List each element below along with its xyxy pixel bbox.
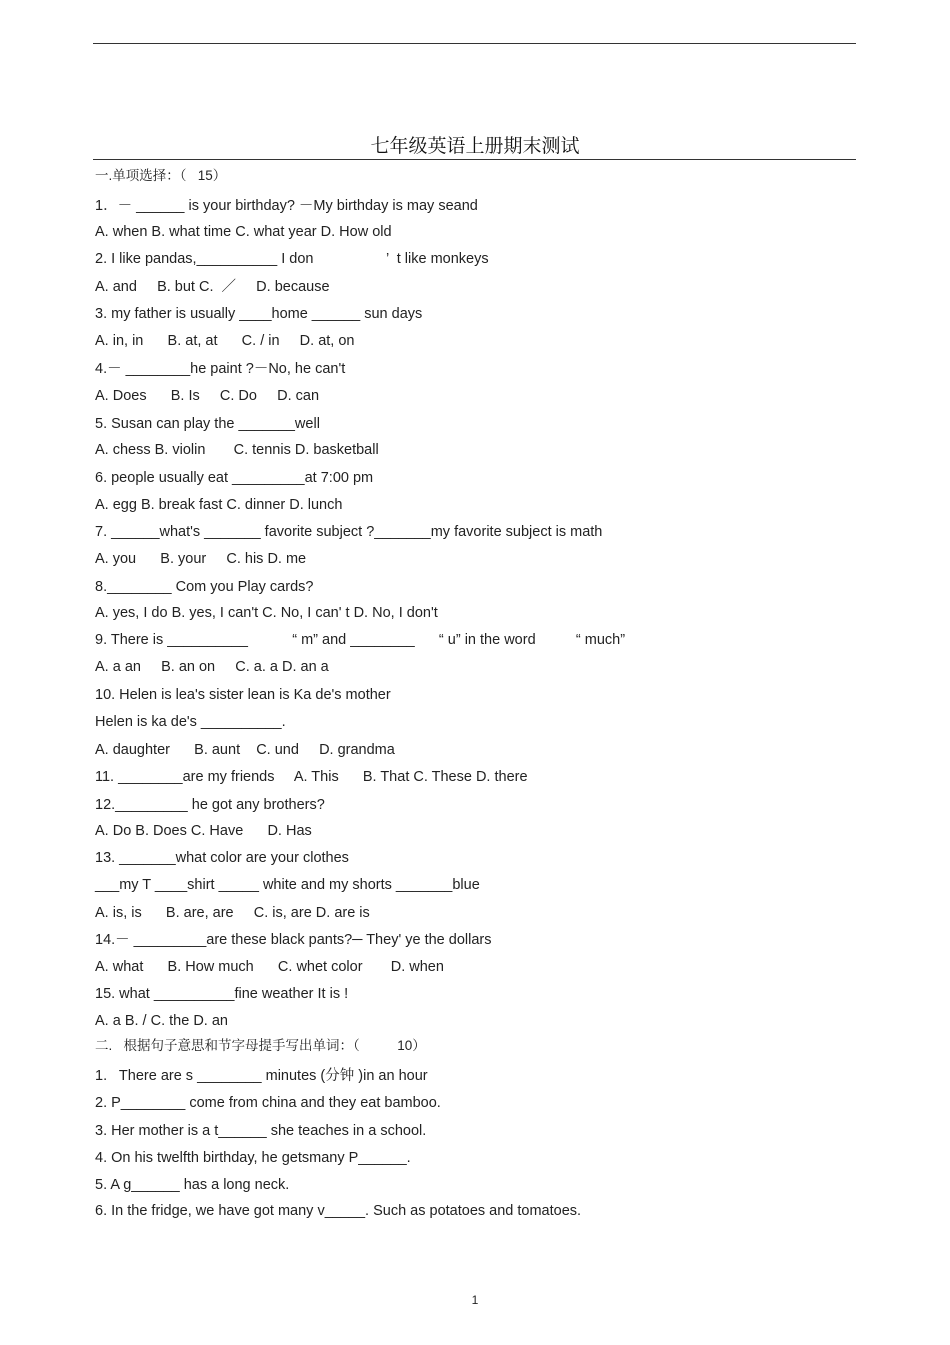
- question-line: 13. _______what color are your clothes: [95, 850, 349, 866]
- fill-in-line: 6. In the fridge, we have got many v_____. Such as potatoes and tomatoes.: [95, 1203, 582, 1219]
- question-line: 12._________ he got any brothers?: [95, 797, 325, 813]
- page-number: 1: [471, 1293, 479, 1307]
- option-line: A. a an B. an on C. a. a D. an a: [95, 659, 329, 675]
- question-line: Helen is ka de's __________.: [95, 714, 286, 730]
- option-line: A. what B. How much C. whet color D. when: [95, 959, 444, 975]
- page-title: 七年级英语上册期末测试: [370, 135, 580, 157]
- question-line: 6. people usually eat _________at 7:00 pm: [95, 470, 374, 486]
- option-line: A. is, is B. are, are C. is, are D. are is: [95, 905, 370, 921]
- option-line: A. egg B. break fast C. dinner D. lunch: [95, 497, 343, 513]
- question-line: 8.________ Com you Play cards?: [95, 579, 314, 595]
- question-line: 15. what __________fine weather It is !: [95, 986, 349, 1002]
- question-line: 2. I like pandas,__________ I don ’ t like monkeys: [95, 251, 489, 267]
- fill-in-line: 5. A g______ has a long neck.: [95, 1177, 290, 1193]
- title-rule: [93, 159, 856, 160]
- option-line: A. when B. what time C. what year D. How old: [95, 224, 392, 240]
- question-line: 3. my father is usually ____home ______ sun days: [95, 306, 423, 322]
- option-line: A. chess B. violin C. tennis D. basketball: [95, 442, 379, 458]
- question-line: 4.－ ________he paint ?－No, he can't: [95, 361, 346, 377]
- section-heading-1: 一.单项选择：（ 15）: [95, 168, 227, 183]
- option-line: A. a B. / C. the D. an: [95, 1013, 228, 1029]
- question-line: 11. ________are my friends A. This B. That C. These D. there: [95, 769, 528, 785]
- option-line: A. and B. but C. ／ D. because: [95, 279, 330, 295]
- option-line: A. you B. your C. his D. me: [95, 551, 307, 567]
- option-line: A. daughter B. aunt C. und D. grandma: [95, 742, 395, 758]
- fill-in-line: 3. Her mother is a t______ she teaches in a school.: [95, 1123, 427, 1139]
- fill-in-line: 4. On his twelfth birthday, he getsmany P______.: [95, 1150, 411, 1166]
- question-line: 1．－ ______ is your birthday? －My birthday is may seand: [95, 198, 478, 214]
- header-rule: [93, 43, 856, 44]
- question-line: 10. Helen is lea's sister lean is Ka de's mother: [95, 687, 391, 703]
- question-line: 7. ______what's _______ favorite subject ?_______my favorite subject is math: [95, 524, 603, 540]
- option-line: A. yes, I do B. yes, I can't C. No, I can' t D. No, I don't: [95, 605, 438, 621]
- question-line: ___my T ____shirt _____ white and my shorts _______blue: [95, 877, 480, 893]
- fill-in-line: 2. P________ come from china and they eat bamboo.: [95, 1095, 441, 1111]
- question-line: 14.－ _________are these black pants?─ They' ye the dollars: [95, 932, 492, 948]
- fill-in-line: 1. There are s ________ minutes (分钟 )in an hour: [95, 1068, 428, 1084]
- section-heading-2: 二. 根据句子意思和节字母提手写出单词：（ 10）: [95, 1038, 426, 1053]
- option-line: A. in, in B. at, at C. / in D. at, on: [95, 333, 355, 349]
- option-line: A. Do B. Does C. Have D. Has: [95, 823, 312, 839]
- question-line: 9. There is __________ “ m” and ________ “ u” in the word “ much”: [95, 632, 626, 648]
- question-line: 5. Susan can play the _______well: [95, 416, 320, 432]
- option-line: A. Does B. Is C. Do D. can: [95, 388, 320, 404]
